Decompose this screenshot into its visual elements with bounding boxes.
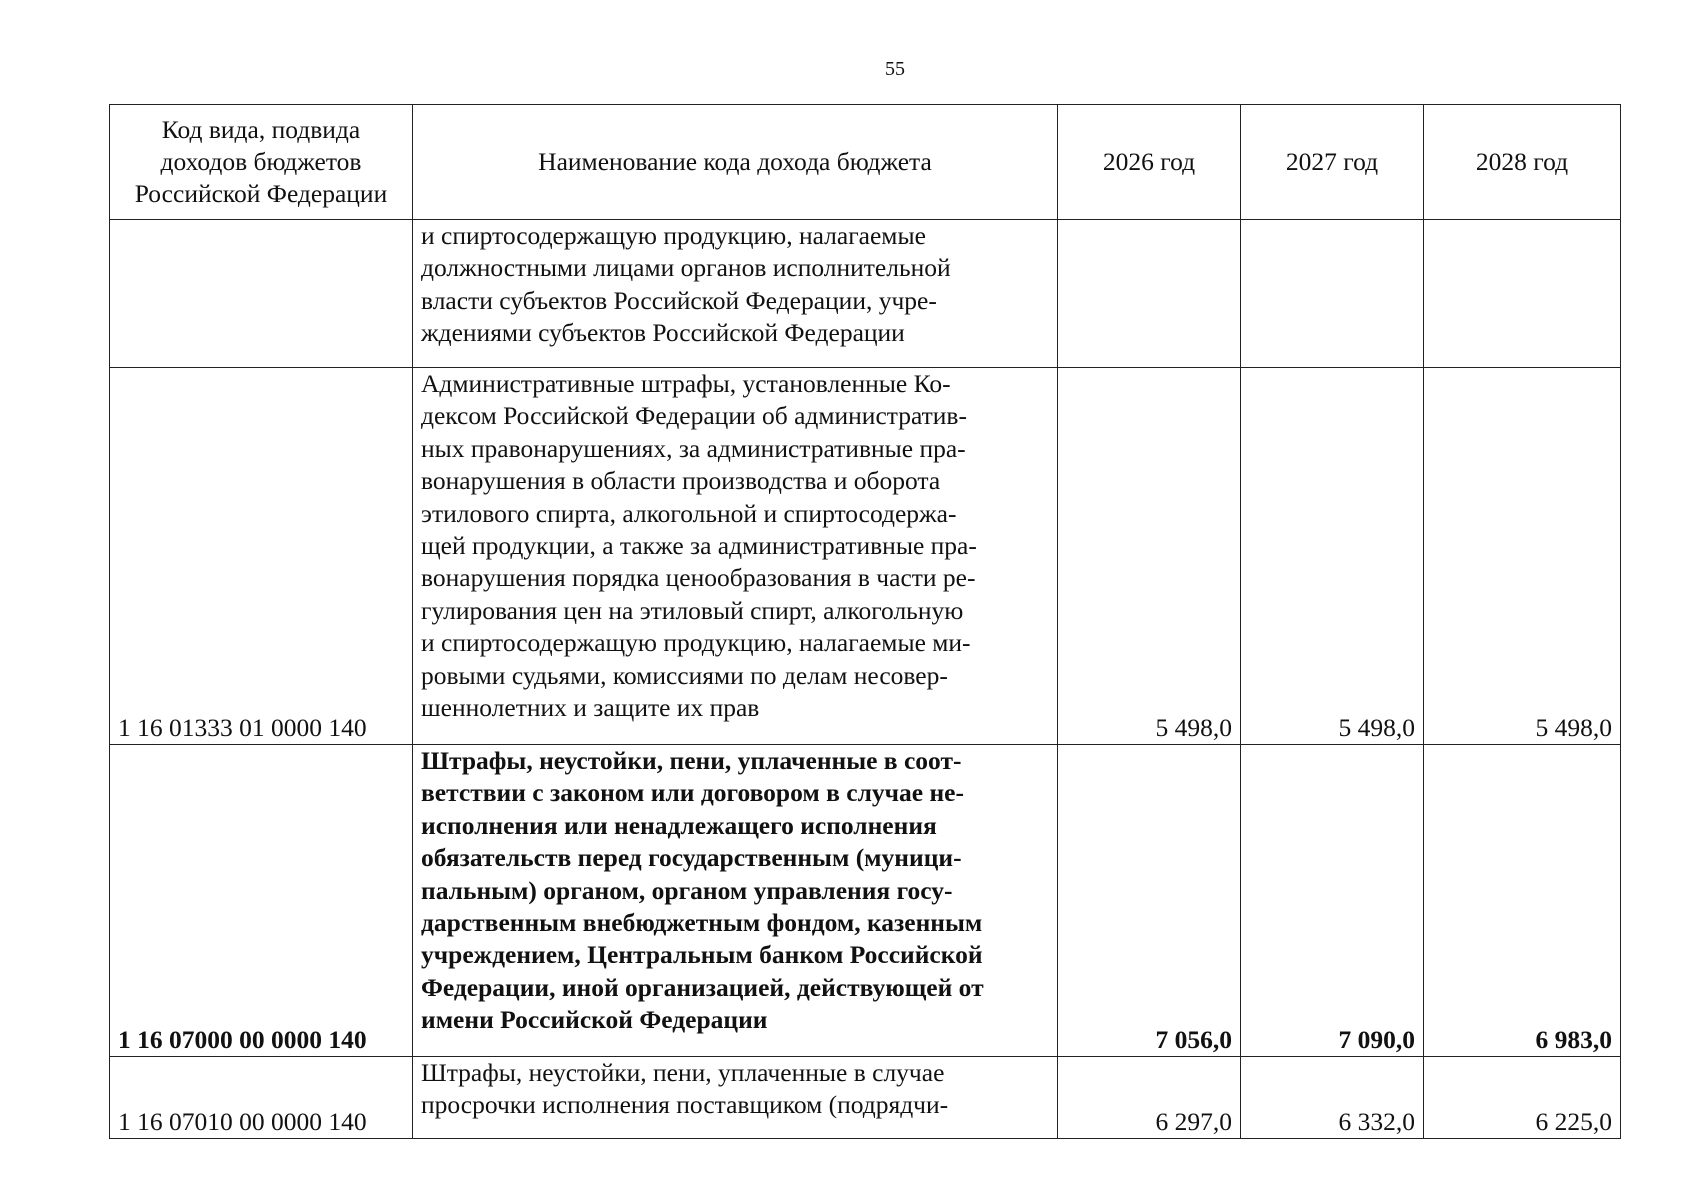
row-name: Административные штрафы, установленные Ко- дексом Российской Федерации об административ- ных правонарушениях, за административные пра- вонарушения в области производства и оборота этилового спирта, алкогольной и спиртосодержа- щей продукции, а также за административные пра- вонарушения порядка ценообразования в части ре- гулирования цен на этиловый спирт, алкогольную и спиртосодержащую продукцию, налагаемые ми- ровыми судьями, комиссиями по делам несовер- шеннолетних и защите их прав — [413, 368, 1058, 745]
row-value-2026 — [1058, 220, 1241, 368]
table-row — [110, 1057, 1621, 1139]
budget-revenue-table — [109, 104, 1621, 1139]
row-value-2027: 6 332,0 — [1241, 1057, 1424, 1139]
header-2026: 2026 год — [1058, 105, 1241, 220]
row-code: 1 16 07010 00 0000 140 — [110, 1057, 413, 1139]
header-code: Код вида, подвида доходов бюджетов Российской Федерации — [110, 105, 413, 220]
table-row — [110, 745, 1621, 1057]
table-row — [110, 368, 1621, 745]
row-code: 1 16 07000 00 0000 140 — [110, 745, 413, 1057]
header-2028: 2028 год — [1424, 105, 1621, 220]
row-value-2027 — [1241, 220, 1424, 368]
row-name: Штрафы, неустойки, пени, уплаченные в случае просрочки исполнения поставщиком (подрядчи- — [413, 1057, 1058, 1139]
row-value-2027: 7 090,0 — [1241, 745, 1424, 1057]
row-name: и спиртосодержащую продукцию, налагаемые должностными лицами органов исполнительной власти субъектов Российской Федерации, учре- ждениями субъектов Российской Федерации — [413, 220, 1058, 368]
row-value-2028: 6 225,0 — [1424, 1057, 1621, 1139]
row-value-2026: 6 297,0 — [1058, 1057, 1241, 1139]
table-header-row — [110, 105, 1621, 220]
page-number: 55 — [885, 58, 905, 80]
row-value-2027: 5 498,0 — [1241, 368, 1424, 745]
row-name: Штрафы, неустойки, пени, уплаченные в соот- ветствии с законом или договором в случае не- исполнения или ненадлежащего исполнения обязательств перед государственным (муници- пальным) органом, органом управления госу- дарственным внебюджетным фондом, казенным учреждением, Центральным банком Российской Федерации, иной организацией, действующей от имени Российской Федерации — [413, 745, 1058, 1057]
row-code — [110, 220, 413, 368]
row-value-2026: 5 498,0 — [1058, 368, 1241, 745]
header-2027: 2027 год — [1241, 105, 1424, 220]
row-value-2026: 7 056,0 — [1058, 745, 1241, 1057]
row-value-2028: 6 983,0 — [1424, 745, 1621, 1057]
header-name: Наименование кода дохода бюджета — [413, 105, 1058, 220]
row-value-2028 — [1424, 220, 1621, 368]
row-value-2028: 5 498,0 — [1424, 368, 1621, 745]
row-code: 1 16 01333 01 0000 140 — [110, 368, 413, 745]
table-row — [110, 220, 1621, 368]
